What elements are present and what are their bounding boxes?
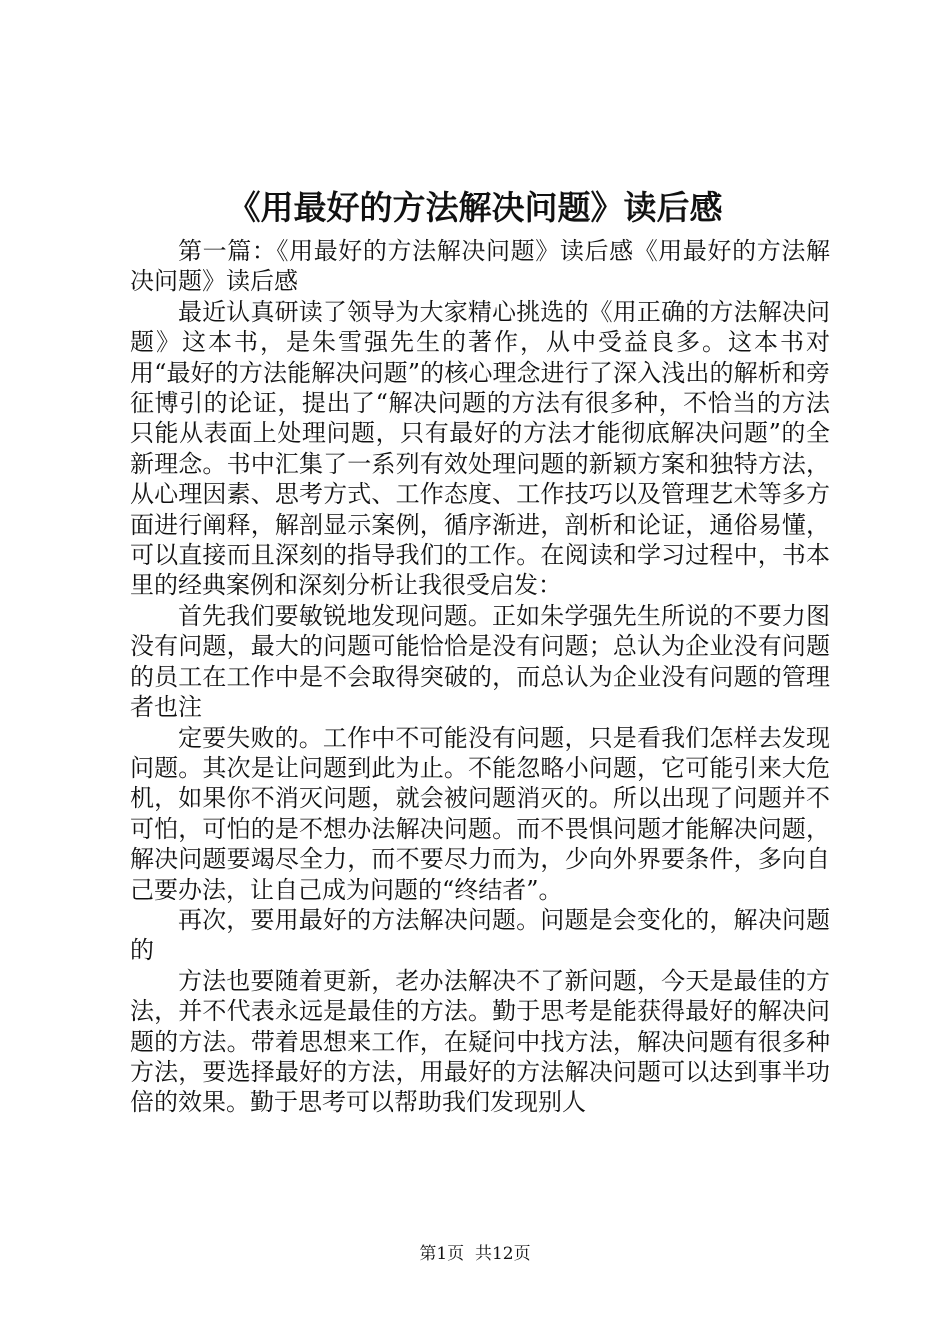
paragraph: 第一篇：《用最好的方法解决问题》读后感《用最好的方法解决问题》读后感	[130, 237, 830, 296]
paragraph: 首先我们要敏锐地发现问题。正如朱学强先生所说的不要力图没有问题，最大的问题可能恰恰是没有问题；总认为企业没有问题的员工在工作中是不会取得突破的，而总认为企业没有问题的管理者也注	[130, 601, 830, 722]
page-number: 第1页 共12页	[419, 1244, 531, 1264]
document-title: 《用最好的方法解决问题》读后感	[227, 188, 723, 227]
paragraph: 方法也要随着更新，老办法解决不了新问题，今天是最佳的方法，并不代表永远是最佳的方法。勤于思考是能获得最好的解决问题的方法。带着思想来工作，在疑问中找方法，解决问题有很多种方法，要选择最好的方法，用最好的方法解决问题可以达到事半功倍的效果。勤于思考可以帮助我们发现别人	[130, 966, 830, 1117]
page-footer	[0, 1243, 950, 1265]
paragraph: 再次，要用最好的方法解决问题。问题是会变化的，解决问题的	[130, 905, 830, 965]
paragraph: 定要失败的。工作中不可能没有问题，只是看我们怎样去发现问题。其次是让问题到此为止。不能忽略小问题，它可能引来大危机，如果你不消灭问题，就会被问题消灭的。所以出现了问题并不可怕，可怕的是不想办法解决问题。而不畏惧问题才能解决问题，解决问题要竭尽全力，而不要尽力而为，少向外界要条件，多向自己要办法，让自己成为问题的“终结者”。	[130, 723, 830, 904]
paragraph: 最近认真研读了领导为大家精心挑选的《用正确的方法解决问题》这本书，是朱雪强先生的著作，从中受益良多。这本书对用“最好的方法能解决问题”的核心理念进行了深入浅出的解析和旁征博引的论证，提出了“解决问题的方法有很多种，不恰当的方法只能从表面上处理问题，只有最好的方法才能彻底解决问题”的全新理念。书中汇集了一系列有效处理问题的新颖方案和独特方法，从心理因素、思考方式、工作态度、工作技巧以及管理艺术等多方面进行阐释，解剖显示案例，循序渐进，剖析和论证，通俗易懂，可以直接而且深刻的指导我们的工作。在阅读和学习过程中，书本里的经典案例和深刻分析让我很受启发：	[130, 297, 830, 600]
document-body	[130, 236, 830, 1118]
